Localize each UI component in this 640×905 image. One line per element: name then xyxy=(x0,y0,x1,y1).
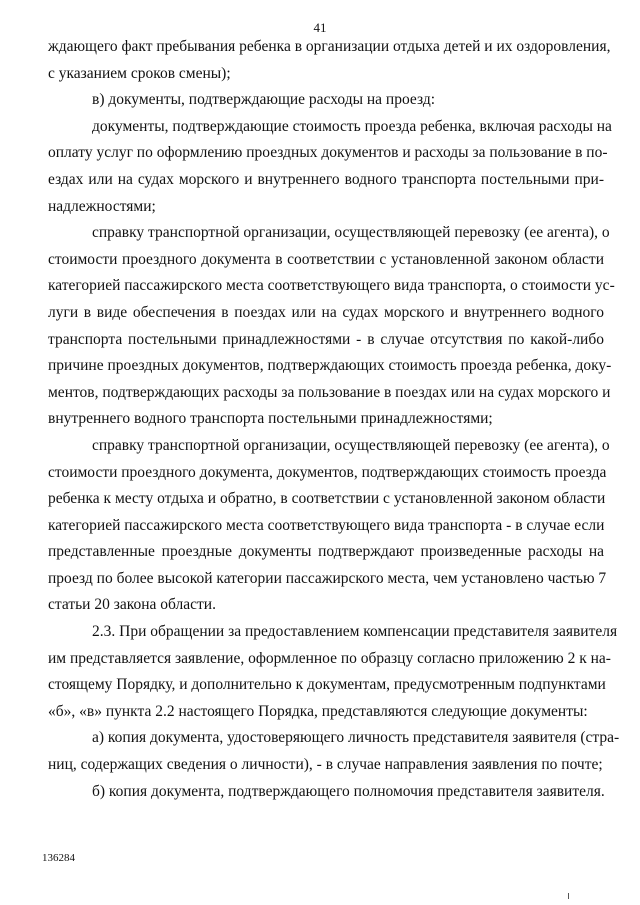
text-line: а) копия документа, удостоверяющего личность представителя заявителя (стра- xyxy=(92,729,620,747)
text-line: стоимости проездного документа в соответствии с установленной законом области xyxy=(48,250,604,268)
text-line: внутреннего водного транспорта постельными принадлежностями; xyxy=(48,410,493,428)
text-line: справку транспортной организации, осуществляющей перевозку (ее агента), о xyxy=(92,224,610,242)
text-line: луги в виде обеспечения в поездах или на судах морского и внутреннего водного xyxy=(48,303,604,321)
text-line: ментов, подтверждающих расходы за пользование в поездах или на судах морского и xyxy=(48,383,611,401)
text-line: категорией пассажирского места соответствующего вида транспорта - в случае если xyxy=(48,516,605,534)
text-line: категорией пассажирского места соответствующего вида транспорта, о стоимости ус- xyxy=(48,277,615,295)
text-line: документы, подтверждающие стоимость проезда ребенка, включая расходы на xyxy=(92,117,612,135)
text-line: статьи 20 закона области. xyxy=(48,596,216,614)
text-line: ниц, содержащих сведения о личности), - в случае направления заявления по почте; xyxy=(48,756,603,774)
text-line: стоящему Порядку, и дополнительно к документам, предусмотренным подпунктами xyxy=(48,676,606,694)
text-line: транспорта постельными принадлежностями - в случае отсутствия по какой-либо xyxy=(48,330,604,348)
text-line: проезд по более высокой категории пассажирского места, чем установлено частью 7 xyxy=(48,569,607,587)
text-line: б) копия документа, подтверждающего полномочия представителя заявителя. xyxy=(92,782,605,800)
text-line: ребенка к месту отдыха и обратно, в соответствии с установленной законом области xyxy=(48,490,606,508)
text-line: в) документы, подтверждающие расходы на проезд: xyxy=(92,91,436,109)
text-line: им представляется заявление, оформленное по образцу согласно приложению 2 к на- xyxy=(48,649,611,667)
text-line: стоимости проездного документа, документов, подтверждающих стоимость проезда xyxy=(48,463,607,481)
document-code: 136284 xyxy=(42,852,75,864)
text-line: ждающего факт пребывания ребенка в организации отдыха детей и их оздоровления, xyxy=(48,38,611,55)
document-body xyxy=(48,34,620,805)
text-line: «б», «в» пункта 2.2 настоящего Порядка, представляются следующие документы: xyxy=(48,702,588,720)
text-line: оплату услуг по оформлению проездных документов и расходы за пользование в по- xyxy=(48,144,608,162)
page-number: 41 xyxy=(313,20,327,35)
text-line: надлежностями; xyxy=(48,197,156,215)
scan-mark xyxy=(568,893,569,899)
text-line: справку транспортной организации, осуществляющей перевозку (ее агента), о xyxy=(92,436,610,454)
text-line: с указанием сроков смены); xyxy=(48,64,231,82)
text-line: ездах или на судах морского и внутреннего водного транспорта постельными при- xyxy=(48,170,604,188)
text-line: представленные проездные документы подтверждают произведенные расходы на xyxy=(48,543,604,561)
text-line: 2.3. При обращении за предоставлением компенсации представителя заявителя xyxy=(92,623,618,641)
text-line: причине проездных документов, подтверждающих стоимость проезда ребенка, доку- xyxy=(48,357,612,375)
